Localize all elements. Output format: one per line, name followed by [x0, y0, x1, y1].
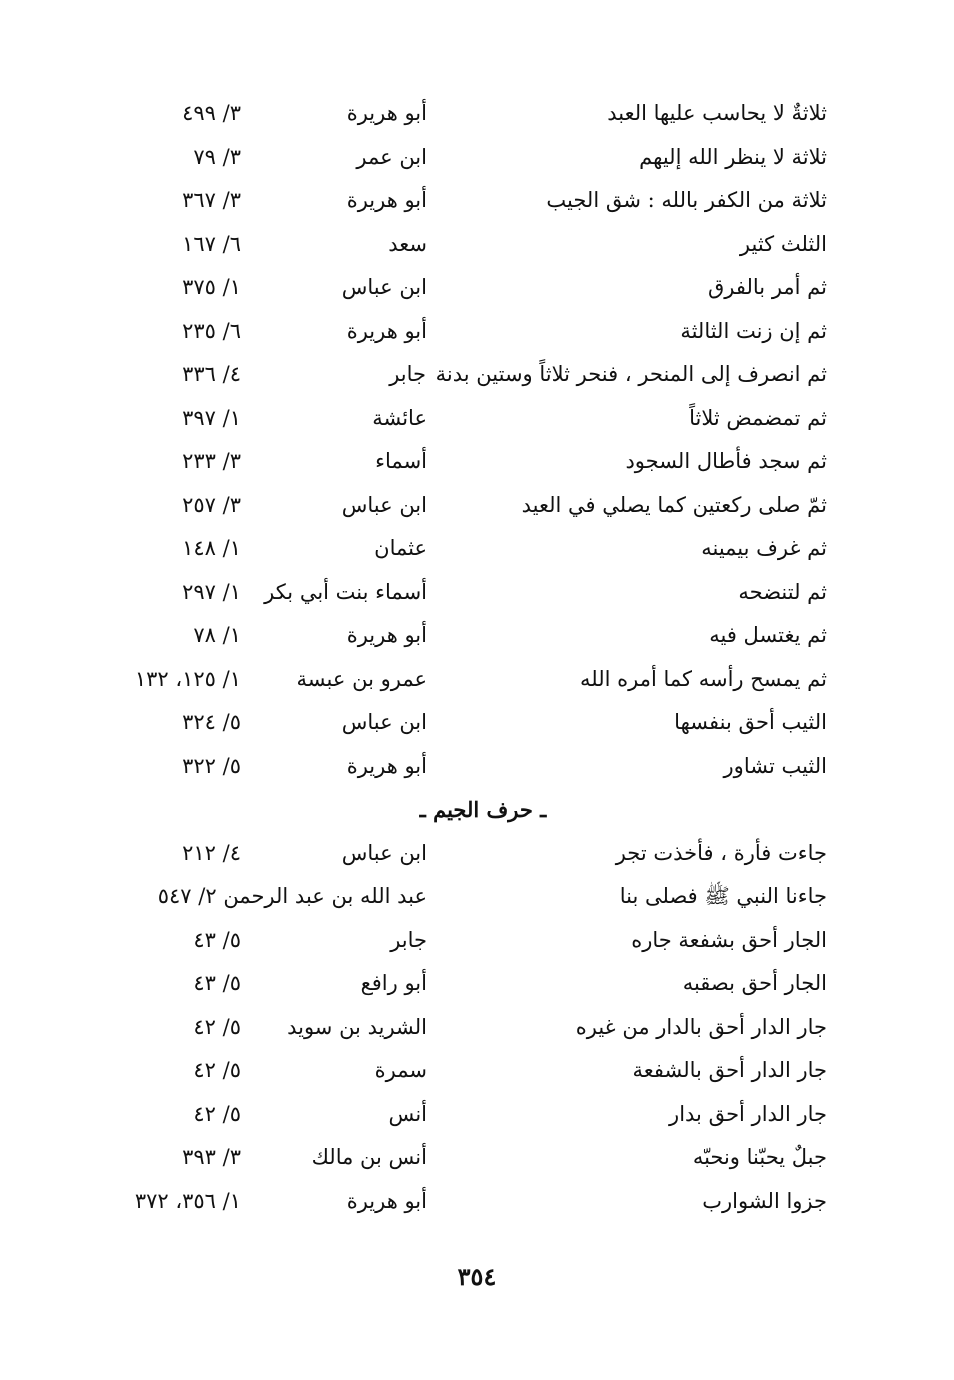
index-row	[0, 571, 954, 615]
hadith-text: ثلاثة من الكفر بالله : شق الجيب	[546, 188, 827, 212]
index-row	[0, 527, 954, 571]
hadith-text: جار الدار أحق بالشفعة	[632, 1058, 827, 1082]
narrator: أسماء بنت أبي بكر	[264, 579, 427, 604]
narrator: الشريد بن سويد	[287, 1014, 427, 1039]
narrator: عمرو بن عبسة	[296, 666, 427, 691]
index-row	[0, 919, 954, 963]
reference: ١/ ٢٩٧	[182, 579, 241, 604]
reference: ١/ ٣٥٦، ٣٧٢	[134, 1188, 241, 1213]
index-row	[0, 484, 954, 528]
hadith-text: جبلٌ يحبّنا ونحبّه	[692, 1145, 827, 1169]
index-row	[0, 310, 954, 354]
index-row	[0, 353, 954, 397]
reference: ٥/ ٣٢٢	[182, 753, 241, 778]
reference: ٣/ ٣٦٧	[182, 188, 241, 212]
narrator: أبو رافع	[360, 971, 427, 995]
section-heading	[0, 788, 954, 832]
hadith-text: ثلاثة لا ينظر الله إليهم	[639, 144, 827, 169]
index-row	[0, 1049, 954, 1093]
hadith-text: ثم إن زنت الثالثة	[680, 318, 827, 343]
narrator: سعد	[388, 231, 427, 256]
hadith-text: جار الدار أحق بدار	[669, 1101, 827, 1126]
narrator: أنس	[388, 1101, 427, 1126]
narrator: ابن عباس	[341, 840, 427, 865]
index-row	[0, 397, 954, 441]
reference: ٥/ ٤٣	[193, 927, 241, 952]
narrator: أبو هريرة	[346, 101, 427, 125]
narrator: ابن عباس	[341, 710, 427, 734]
index-row	[0, 1136, 954, 1180]
reference: ١/ ٧٨	[193, 623, 241, 647]
hadith-text: الثيب تشاور	[723, 753, 827, 778]
narrator: أنس بن مالك	[311, 1145, 427, 1169]
reference: ٤/ ٢١٢	[182, 840, 241, 865]
index-row	[0, 1093, 954, 1137]
narrator: جابر	[390, 927, 427, 952]
hadith-text: ثم أمر بالفرق	[708, 275, 827, 299]
index-row	[0, 440, 954, 484]
narrator: ابن عباس	[341, 492, 427, 517]
hadith-text: ثم يمسح رأسه كما أمره الله	[580, 666, 827, 691]
narrator: أبو هريرة	[346, 623, 427, 647]
reference: ٣/ ٢٣٣	[182, 449, 241, 473]
index-row	[0, 92, 954, 136]
section-heading-text: ـ حرف الجيم ـ	[419, 797, 547, 822]
reference: ١/ ٣٩٧	[182, 405, 241, 430]
page-number: ٣٥٤	[457, 1262, 497, 1291]
reference: ٦/ ٢٣٥	[182, 318, 241, 343]
reference: ٥/ ٤٢	[193, 1101, 241, 1126]
index-row	[0, 832, 954, 876]
index-row	[0, 1180, 954, 1224]
narrator: أبو هريرة	[346, 753, 427, 778]
hadith-text: جزوا الشوارب	[702, 1188, 827, 1213]
narrator: عائشة	[372, 405, 427, 430]
reference: ٥/ ٤٢	[193, 1014, 241, 1039]
index-row	[0, 658, 954, 702]
index-row	[0, 1006, 954, 1050]
hadith-text: جار الدار أحق بالدار من غيره	[575, 1014, 827, 1039]
hadith-text: ثم انصرف إلى المنحر ، فنحر ثلاثاً وستين بدنة	[435, 362, 827, 386]
narrator: عثمان	[374, 536, 427, 560]
hadith-index	[0, 92, 954, 1223]
hadith-text: الثيب أحق بنفسها	[674, 710, 827, 734]
narrator: ابن عباس	[341, 275, 427, 299]
hadith-text: ثلاثةٌ لا يحاسب عليها العبد	[607, 101, 827, 125]
index-row	[0, 614, 954, 658]
hadith-text: جاءنا النبي ﷺ فصلى بنا	[619, 884, 827, 908]
hadith-text: الجار أحق بصقبه	[682, 971, 827, 995]
narrator: سمرة	[374, 1058, 427, 1082]
index-row	[0, 136, 954, 180]
hadith-text: ثم يغتسل فيه	[709, 623, 827, 647]
index-row	[0, 962, 954, 1006]
narrator: جابر	[389, 362, 426, 386]
hadith-text: ثم غرف بيمينه	[701, 536, 827, 560]
reference: ٣/ ٣٩٣	[182, 1145, 241, 1169]
reference: ١/ ١٢٥، ١٣٢	[134, 666, 241, 691]
hadith-text: الجار أحق بشفعة جاره	[631, 927, 827, 952]
reference: ٥/ ٤٣	[193, 971, 241, 995]
reference: ٣/ ٤٩٩	[182, 101, 241, 125]
reference: ٥/ ٤٢	[193, 1058, 241, 1082]
hadith-text: الثلث كثير	[739, 231, 827, 256]
index-row	[0, 179, 954, 223]
narrator: ابن عمر	[356, 144, 427, 169]
hadith-text: ثم لتنضحه	[738, 579, 827, 604]
narrator: أسماء	[375, 449, 427, 473]
hadith-text: ثمّ صلى ركعتين كما يصلي في العيد	[521, 492, 827, 517]
hadith-text: ثم سجد فأطال السجود	[625, 449, 827, 473]
hadith-text: جاءت فأرة ، فأخذت تجر	[615, 840, 827, 865]
index-row	[0, 745, 954, 789]
reference: ٦/ ١٦٧	[182, 231, 241, 256]
reference: ٣/ ٧٩	[193, 144, 241, 169]
reference: ١/ ٣٧٥	[182, 275, 241, 299]
reference: ١/ ١٤٨	[182, 536, 241, 560]
reference: ٤/ ٣٣٦	[182, 362, 241, 386]
index-row	[0, 701, 954, 745]
reference: ٥/ ٣٢٤	[182, 710, 241, 734]
index-row	[0, 223, 954, 267]
narrator: أبو هريرة	[346, 188, 427, 212]
narrator: أبو هريرة	[346, 318, 427, 343]
narrator-and-reference: عبد الله بن عبد الرحمن ٢/ ٥٤٧	[157, 884, 427, 908]
hadith-text: ثم تمضمض ثلاثاً	[689, 405, 827, 430]
reference: ٣/ ٢٥٧	[182, 492, 241, 517]
narrator: أبو هريرة	[346, 1188, 427, 1213]
index-row	[0, 266, 954, 310]
index-row	[0, 875, 954, 919]
